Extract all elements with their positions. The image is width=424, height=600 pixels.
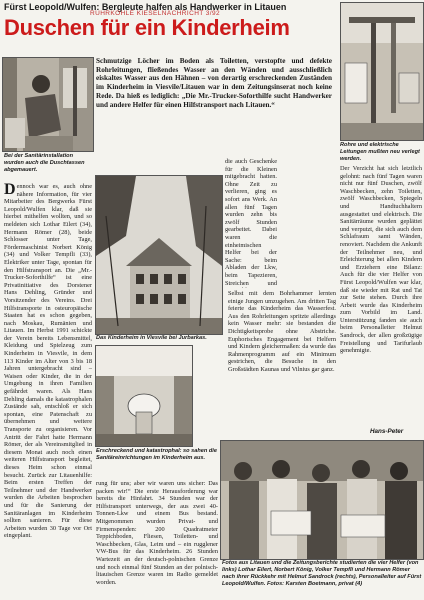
author-signature: Hans-Peter bbox=[370, 428, 404, 435]
caption-photo5: Fotos aus Litauen und die Zeitungsberichte studierten die vier Helfer (von links) Lothar Eilert, Norbert König, Volker Tempfli und Hermann Römer nach ihrer Rückkehr mit Helmut Sandrock (rechts), Personalleiter auf Fürst Leopold/Wulfen. Fotos: Karsten Boetmann, privat (4) bbox=[222, 560, 422, 587]
photo-sanitary-facilities bbox=[95, 345, 193, 447]
caption-photo1: Bei der Sanitärinstallation wurden auch die Duschtassen abgemauert. bbox=[4, 153, 85, 173]
article-column-1 bbox=[4, 183, 92, 597]
photo-sanitary-installation-image bbox=[3, 58, 93, 151]
photo-pipes bbox=[340, 2, 424, 141]
photo-childrens-home bbox=[95, 175, 223, 335]
drop-cap: D bbox=[4, 183, 16, 198]
photo-helpers-group bbox=[220, 440, 424, 560]
photo-sanitary-facilities-image bbox=[96, 346, 192, 446]
photo-helpers-group-image bbox=[221, 441, 423, 559]
article-column-3: die auch Geschenke für die Kleinen mitgebracht hatten. Ohne Zeit zu verlieren, ging es sofort ans Werk. An allen fünf Tagen wurden zehn bis zwölf Stunden gearbeitet. Dabei waren die einheimischen Helfer bei der Sache: beim Abladen der Lkw, beim Tapezieren, Streichen und bbox=[225, 158, 277, 287]
article-headline: Duschen für ein Kinderheim bbox=[4, 15, 290, 40]
archive-stamp: RUHRKOHLE KIESELNACHRICHT 3/92 bbox=[90, 10, 220, 17]
article-column-5: Der Verzicht hat sich letztlich gelohnt: nach fünf Tagen waren nicht nur fünf Duschen, zwölf Waschbecken, zehn Toiletten, zwölf Waschbecken, Spiegeln und Handtuchhaltern ausgestattet und elektrisch. Die Sanitärräume wurden geplättet und verputzt, die sich auch dem Schlafraum samt Wänden, renoviert. Nachdem die Ankunft der Teilnehmer neu, und Erleichterung bei allen Kindern und Erziehern eine Bilanz: Auch für die vier Helfer von Fürst Leopold/Wulfen war klar, daß sie wieder mit Rat und Tat zur Seite stehen. Durch ihre Arbeit wurde das Kinderheim zum Vorbild im Land. Unterstützung fanden sie auch beim Personalleiter Helmut Sandrock, der allen großzügige Freistellung und Tarifurlaub genehmigte. bbox=[340, 165, 422, 355]
caption-photo3: Erschreckend und katastrophal: so sahen die Sanitäreinrichtungen im Kinderheim aus. bbox=[96, 448, 217, 461]
caption-photo2: Das Kinderheim in Viesvile bei Jurbarkas. bbox=[96, 335, 207, 341]
photo-childrens-home-image bbox=[96, 176, 222, 334]
caption-photo4: Rohre und elektrische Leitungen mußten neu verlegt werden. bbox=[340, 142, 420, 162]
photo-pipes-image bbox=[341, 3, 423, 140]
article-column-4: Selbst mit dem Bohrhammer lernten einige Jungen umzugehen. Am dritten Tag feierte das Kinderheim das Wasserfest. Aus den Rohrleitungen spritzte allerdings kein Wasser mehr: sie bestanden die Dichtigkeitsprobe ohne Abstriche. Euphorisches Engagement bei Helfern und Kindern gleichermaßen: da wurde das Rahmenprogramm auf ein Minimum gestrichen, die Besuche in den Großstädten Kaunas und Vilnius gar ganz. bbox=[228, 290, 336, 373]
photo-sanitary-installation bbox=[2, 57, 94, 152]
article-column-1-text: ennoch war es, auch ohne nähere Information, für vier Mitarbeiter des Bergwerks Fürst Leopold/Wulfen klar, daß sie hierbei mithelfen wollten, und so meldeten sich Lothar Eilert (34), Hermann Römer (28), beide Schlosser unter Tage, Fördermaschinist Norbert König (34) und Volker Tempfli (33), Elektriker unter Tage, spontan für den Hilfstransport an. Die „Mr.-Trucker-Soforthilfe“ ist eine Privatinitiative des Dorstener Hans Dehling, Gründer und Vorsitzender des Vereins. Drei Hilfstransporte in osteuropäische Staaten hat es schon gegeben, nach Moskau, Rumänien und Litauen. Im Herbst 1991 schickte der Verein bereits Lebensmittel, Kleidung und Spielzeug zum Kinderheim in Viesvile, in dem 113 Kinder im Alter von 3 bis 18 Jahren untergebracht sind – Waisen oder Kinder, die in der Umgebung in ihren Familien gefährdet waren. Als Hans Dehling damals die katastrophalen Zustände sah, entschloß er sich spontan, eine Patenschaft zu übernehmen und weitere Transporte zu organisieren. Vor Antritt der Fahrt hatte Hermann Römer, der als Vereinsmitglied in diesem Monat auch noch einen weiteren Hilfstransport begleitet, dieses Heim schon einmal besucht. Zurück zur Litauenhilfe: Beim ersten Treffen der Teilnehmer und der Handwerker wurden die Arbeiten besprochen und für die Sanierung der Sanitäranlagen im Kinderheim sollten sanieren. Für diese Arbeiten wurden 30 Tage vor Ort eingeplant. bbox=[4, 183, 92, 540]
article-kicker: Fürst Leopold/Wulfen: Bergleute halfen als Handwerker in Litauen bbox=[4, 2, 287, 12]
lead-paragraph: Schmutzige Löcher im Boden als Toiletten, verstopfte und defekte Rohrleitungen, fließendes Wasser an den Wänden und ausschließlich eiskaltes Wasser aus den Hähnen – von derartig erschreckenden Zuständen im Kinderheim in Viesvile/Litauen war in dem Zeitungsinserat noch keine Rede. Da hieß es lediglich: „Die Mr.-Trucker-Soforthilfe sucht Handwerker und andere Helfer für einen Hilfstransport nach Litauen.“ bbox=[96, 57, 332, 109]
article-column-2: rung für uns; aber wir waren uns sicher: Das packen wir!“ Die erste Herausforderung war bereits die Hinfahrt. 34 Stunden war der Hilfstransport unterwegs, der aus zwei 40-Tonnen-Lkw und einem Bus bestand. Mitgenommen wurden Privat- und Firmenspenden: 200 Quadratmeter Teppichboden, Fliesen, Toiletten- und Waschbecken, Glas, Leim und – ein rugglener VW-Bus für das Kinderheim. 26 Stunden Wartezeit an der deutsch-polnischen Grenze und noch einmal fünf Stunden an der polnisch-litauischen Grenze waren im Radio gemeldet worden. bbox=[96, 480, 218, 586]
